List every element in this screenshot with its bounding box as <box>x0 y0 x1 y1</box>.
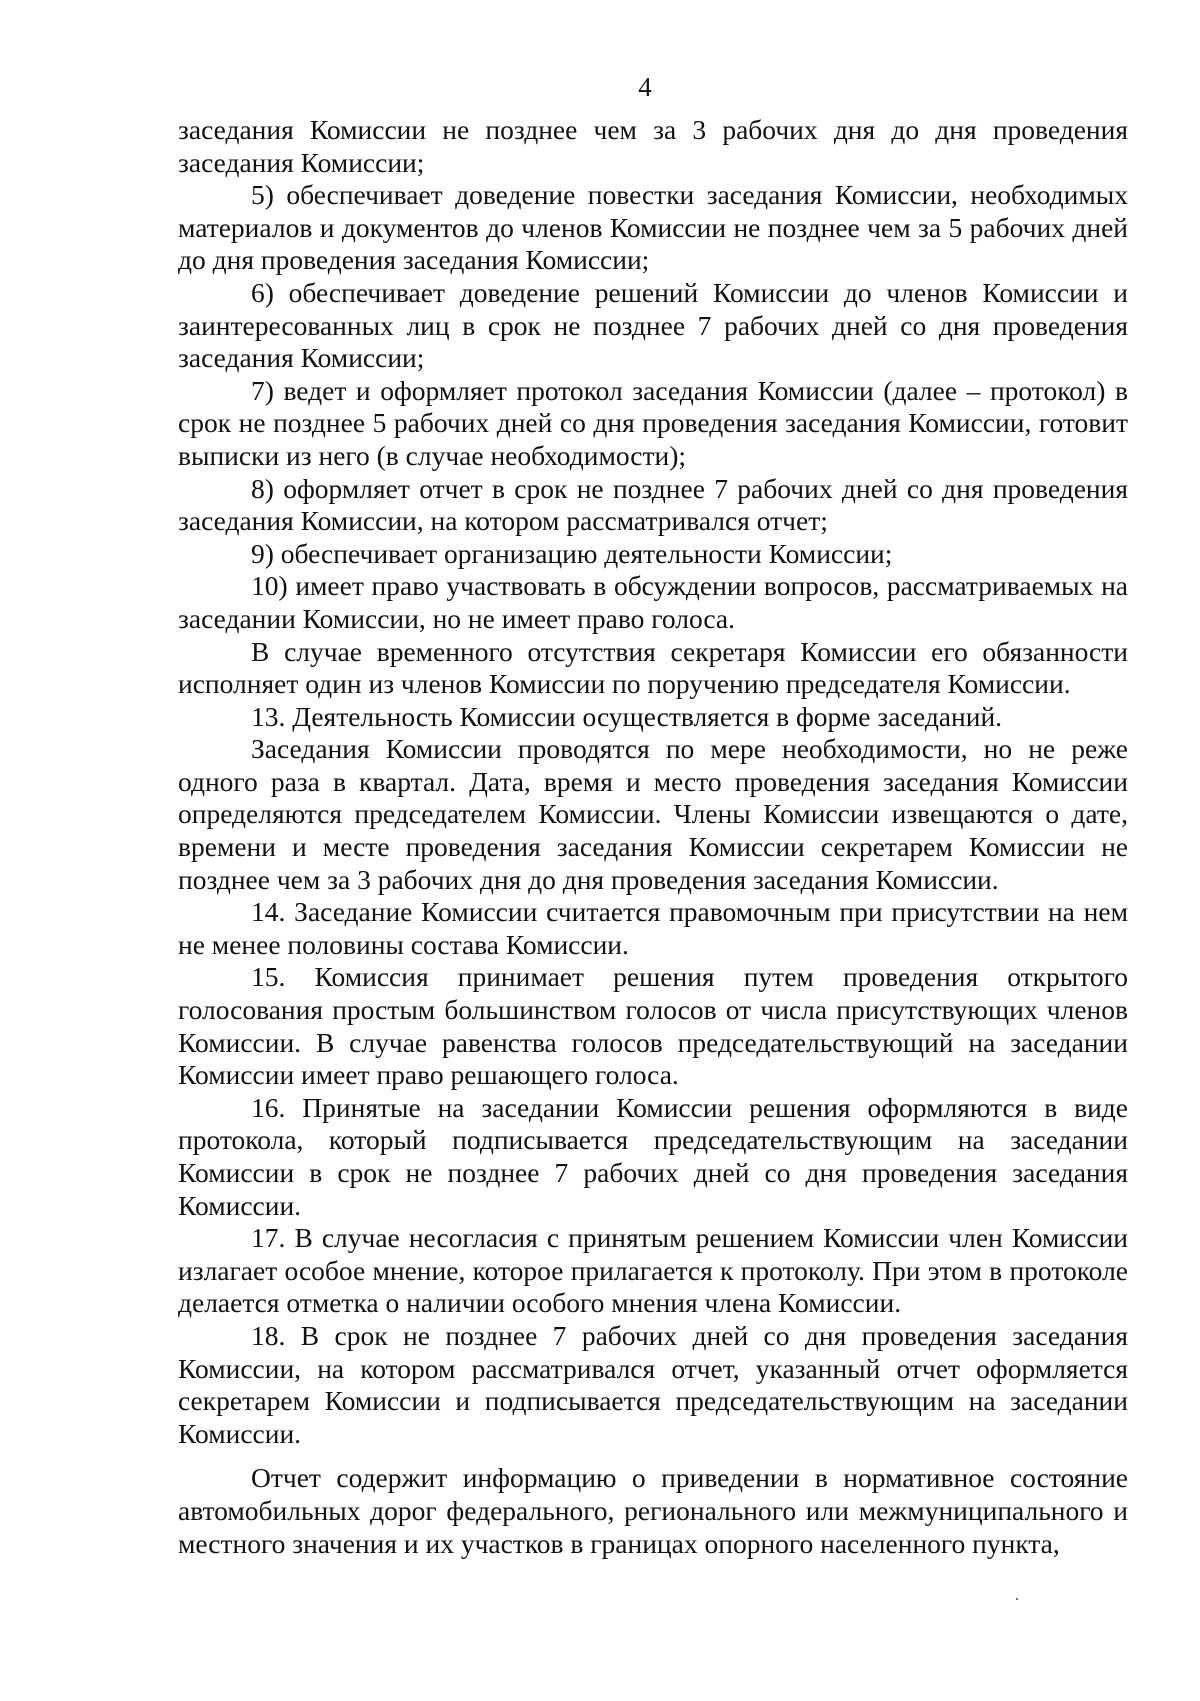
paragraph-item-10: 10) имеет право участвовать в обсуждении вопросов, рассматриваемых на заседании Комиссии, но не имеет право голоса. <box>178 570 1128 634</box>
paragraph-secretary-absence: В случае временного отсутствия секретаря Комиссии его обязанности исполняет один из членов Комиссии по поручению председателя Комиссии. <box>178 635 1128 700</box>
paragraph-item-5: 5) обеспечивает доведение повестки заседания Комиссии, необходимых материалов и документов до членов Комиссии не позднее чем за 5 рабочих дней до дня проведения заседания Комиссии; <box>178 179 1128 276</box>
paragraph-clause-16: 16. Принятые на заседании Комиссии решения оформляются в виде протокола, который подписывается председательствующим на заседании Комиссии в срок не позднее 7 рабочих дней со дня проведения заседания Комиссии. <box>178 1091 1128 1221</box>
paragraph-clause-18: 18. В срок не позднее 7 рабочих дней со дня проведения заседания Комиссии, на котором рассматривался отчет, указанный отчет оформляется секретарем Комиссии и подписывается председательствующим на заседании Комиссии. <box>178 1319 1128 1449</box>
paragraph-item-9: 9) обеспечивает организацию деятельности Комиссии; <box>251 537 893 569</box>
page-number: 4 <box>638 72 652 102</box>
paragraph-clause-17: 17. В случае несогласия с принятым решением Комиссии член Комиссии излагает особое мнение, которое прилагается к протоколу. При этом в протоколе делается отметка о наличии особого мнения члена Комиссии. <box>178 1222 1128 1319</box>
document-body <box>178 114 1128 1560</box>
paragraph-clause-14: 14. Заседание Комиссии считается правомочным при присутствии на нем не менее половины состава Комиссии. <box>178 896 1128 960</box>
paragraph-clause-15: 15. Комиссия принимает решения путем проведения открытого голосования простым большинством голосов от числа присутствующих членов Комиссии. В случае равенства голосов председательствующий на заседании Комиссии имеет право решающего голоса. <box>178 961 1128 1091</box>
paragraph-clause-13: 13. Деятельность Комиссии осуществляется в форме заседаний. <box>251 700 1003 732</box>
paragraph-item-7: 7) ведет и оформляет протокол заседания Комиссии (далее – протокол) в срок не позднее 5 рабочих дней со дня проведения заседания Комиссии, готовит выписки из него (в случае необходимости); <box>178 374 1128 471</box>
paragraph-meetings-schedule: Заседания Комиссии проводятся по мере необходимости, но не реже одного раза в квартал. Дата, время и место проведения заседания Комиссии определяются председателем Комиссии. Члены Комиссии извещаются о дате, времени и месте проведения заседания Комиссии секретарем Комиссии не позднее чем за 3 рабочих дня до дня проведения заседания Комиссии. <box>178 733 1128 895</box>
scan-speck <box>1016 1598 1018 1600</box>
paragraph-item-8: 8) оформляет отчет в срок не позднее 7 рабочих дней со дня проведения заседания Комиссии, на котором рассматривался отчет; <box>178 472 1128 537</box>
paragraph-report-contents: Отчет содержит информацию о приведении в нормативное состояние автомобильных дорог федерального, регионального или межмуниципального и местного значения и их участков в границах опорного населенного пункта, <box>178 1462 1128 1559</box>
paragraph-continuation: заседания Комиссии не позднее чем за 3 рабочих дня до дня проведения заседания Комиссии; <box>178 114 1128 178</box>
paragraph-item-6: 6) обеспечивает доведение решений Комиссии до членов Комиссии и заинтересованных лиц в срок не позднее 7 рабочих дней со дня проведения заседания Комиссии; <box>178 276 1128 374</box>
